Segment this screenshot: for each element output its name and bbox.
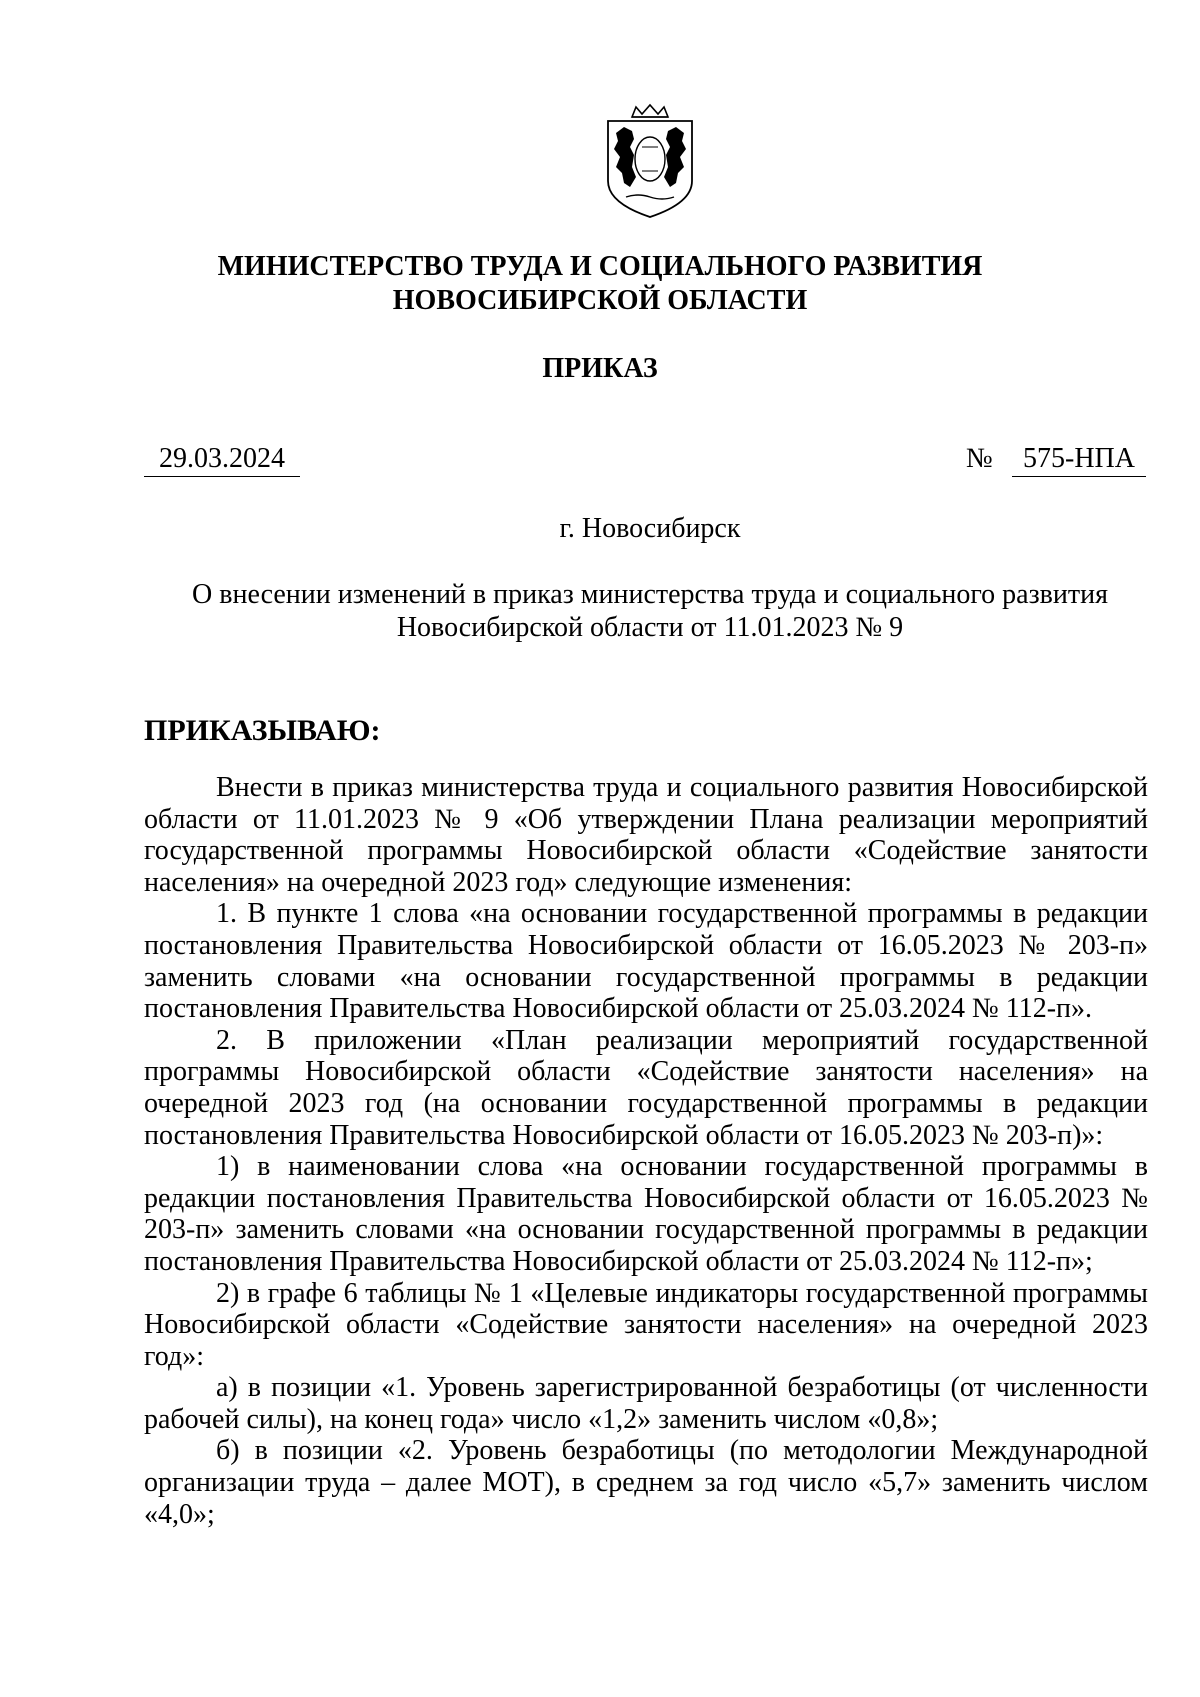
body-paragraph-subitem-b: б) в позиции «2. Уровень безработицы (по методологии Международной организации труда – далее МОТ), в среднем за год число «5,7» заменить числом «4,0»;: [144, 1435, 1148, 1530]
order-date: 29.03.2024: [144, 442, 300, 477]
organization-name-line-1: МИНИСТЕРСТВО ТРУДА И СОЦИАЛЬНОГО РАЗВИТИЯ: [217, 251, 983, 282]
order-number: 575-НПА: [1012, 442, 1146, 477]
coat-of-arms-icon: [602, 103, 698, 221]
document-type-title: ПРИКАЗ: [542, 353, 658, 384]
body-paragraph-item-1: 1. В пункте 1 слова «на основании государственной программы в редакции постановления Правительства Новосибирской области от 16.05.2023 № 203-п» заменить словами «на основании государственной программы в редакции постановления Правительства Новосибирской области от 25.03.2024 № 112-п».: [144, 898, 1148, 1025]
body-paragraph-subitem-1: 1) в наименовании слова «на основании государственной программы в редакции постановления Правительства Новосибирской области от 16.05.2023 № 203-п» заменить словами «на основании государственной программы в редакции постановления Правительства Новосибирской области от 25.03.2024 № 112-п»;: [144, 1151, 1148, 1277]
body-paragraph-subitem-2: 2) в графе 6 таблицы № 1 «Целевые индикаторы государственной программы Новосибирской области «Содействие занятости населения» на очередной 2023 год»:: [144, 1277, 1148, 1372]
order-subject: [150, 578, 1150, 644]
city-name: г. Новосибирск: [559, 513, 741, 544]
order-subject-line-2: Новосибирской области от 11.01.2023 № 9: [396, 612, 904, 643]
command-heading: ПРИКАЗЫВАЮ:: [144, 714, 381, 747]
number-sign: №: [966, 443, 993, 474]
organization-name-line-2: НОВОСИБИРСКОЙ ОБЛАСТИ: [392, 285, 808, 316]
order-subject-line-1: О внесении изменений в приказ министерства труда и социального развития: [192, 579, 1108, 610]
body-paragraph-subitem-a: а) в позиции «1. Уровень зарегистрированной безработицы (от численности рабочей силы), на конец года» число «1,2» заменить числом «0,8»;: [144, 1372, 1148, 1435]
body-paragraph-intro: Внести в приказ министерства труда и социального развития Новосибирской области от 11.01.2023 № 9 «Об утверждении Плана реализации мероприятий государственной программы Новосибирской области «Содействие занятости населения» на очередной 2023 год» следующие изменения:: [144, 772, 1148, 898]
coat-of-arms-emblem: [602, 103, 698, 221]
order-body: [144, 772, 1148, 1530]
body-paragraph-item-2: 2. В приложении «План реализации мероприятий государственной программы Новосибирской области «Содействие занятости населения» на очередной 2023 год (на основании государственной программы в редакции постановления Правительства Новосибирской области от 16.05.2023 № 203-п)»:: [144, 1024, 1148, 1151]
